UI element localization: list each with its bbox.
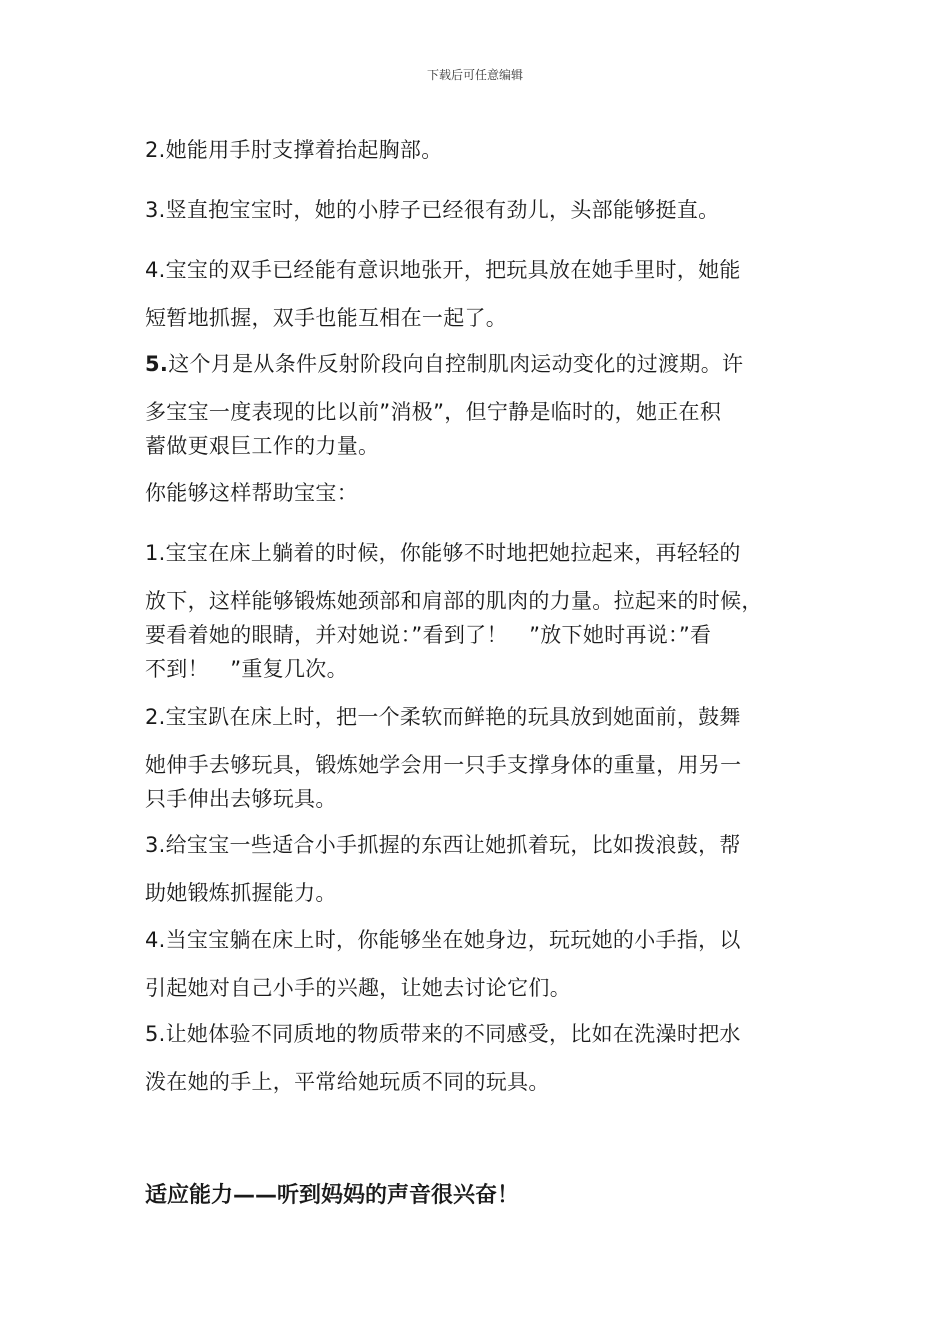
- text-line: 短暂地抓握，双手也能互相在一起了。: [145, 306, 508, 330]
- text-line: 引起她对自己小手的兴趣，让她去讨论它们。: [145, 976, 571, 1000]
- text-line: 3.给宝宝一些适合小手抓握的东西让她抓着玩，比如拨浪鼓，帮: [145, 833, 741, 857]
- text-line: 3.竖直抱宝宝时，她的小脖子已经很有劲儿，头部能够挺直。: [145, 198, 720, 222]
- text-line: 多宝宝一度表现的比以前”消极”，但宁静是临时的，她正在积: [145, 400, 722, 424]
- text-line: 5.让她体验不同质地的物质带来的不同感受，比如在洗澡时把水: [145, 1022, 741, 1046]
- text-line: 她伸手去够玩具，锻炼她学会用一只手支撑身体的重量，用另一: [145, 753, 742, 777]
- page-header: 下载后可任意编辑: [426, 68, 523, 82]
- text-line-body: 这个月是从条件反射阶段向自控制肌肉运动变化的过渡期。许: [168, 352, 744, 376]
- text-line: 蓄做更艰巨工作的力量。: [145, 434, 380, 458]
- text-line: 4.宝宝的双手已经能有意识地张开，把玩具放在她手里时，她能: [145, 258, 741, 282]
- text-line: 泼在她的手上，平常给她玩质不同的玩具。: [145, 1070, 550, 1094]
- text-line: 只手伸出去够玩具。: [145, 787, 337, 811]
- text-line: 4.当宝宝躺在床上时，你能够坐在她身边，玩玩她的小手指，以: [145, 928, 741, 952]
- item-number: 5.: [145, 352, 169, 376]
- text-line: 助她锻炼抓握能力。: [145, 881, 337, 905]
- text-line: 要看着她的眼睛，并对她说：”看到了！ ”放下她时再说：”看: [145, 623, 712, 647]
- text-line: 放下，这样能够锻炼她颈部和肩部的肌肉的力量。拉起来的时候，: [145, 589, 763, 613]
- text-line-bold-prefix: [145, 350, 743, 378]
- text-line: 2.她能用手肘支撑着抬起胸部。: [145, 138, 443, 162]
- section-heading: 适应能力——听到妈妈的声音很兴奋！: [145, 1183, 520, 1208]
- text-line: 1.宝宝在床上躺着的时候，你能够不时地把她拉起来，再轻轻的: [145, 541, 741, 565]
- text-line: 2.宝宝趴在床上时，把一个柔软而鲜艳的玩具放到她面前，鼓舞: [145, 705, 741, 729]
- text-line: 你能够这样帮助宝宝：: [145, 481, 358, 505]
- text-line: 不到！ ”重复几次。: [145, 657, 348, 681]
